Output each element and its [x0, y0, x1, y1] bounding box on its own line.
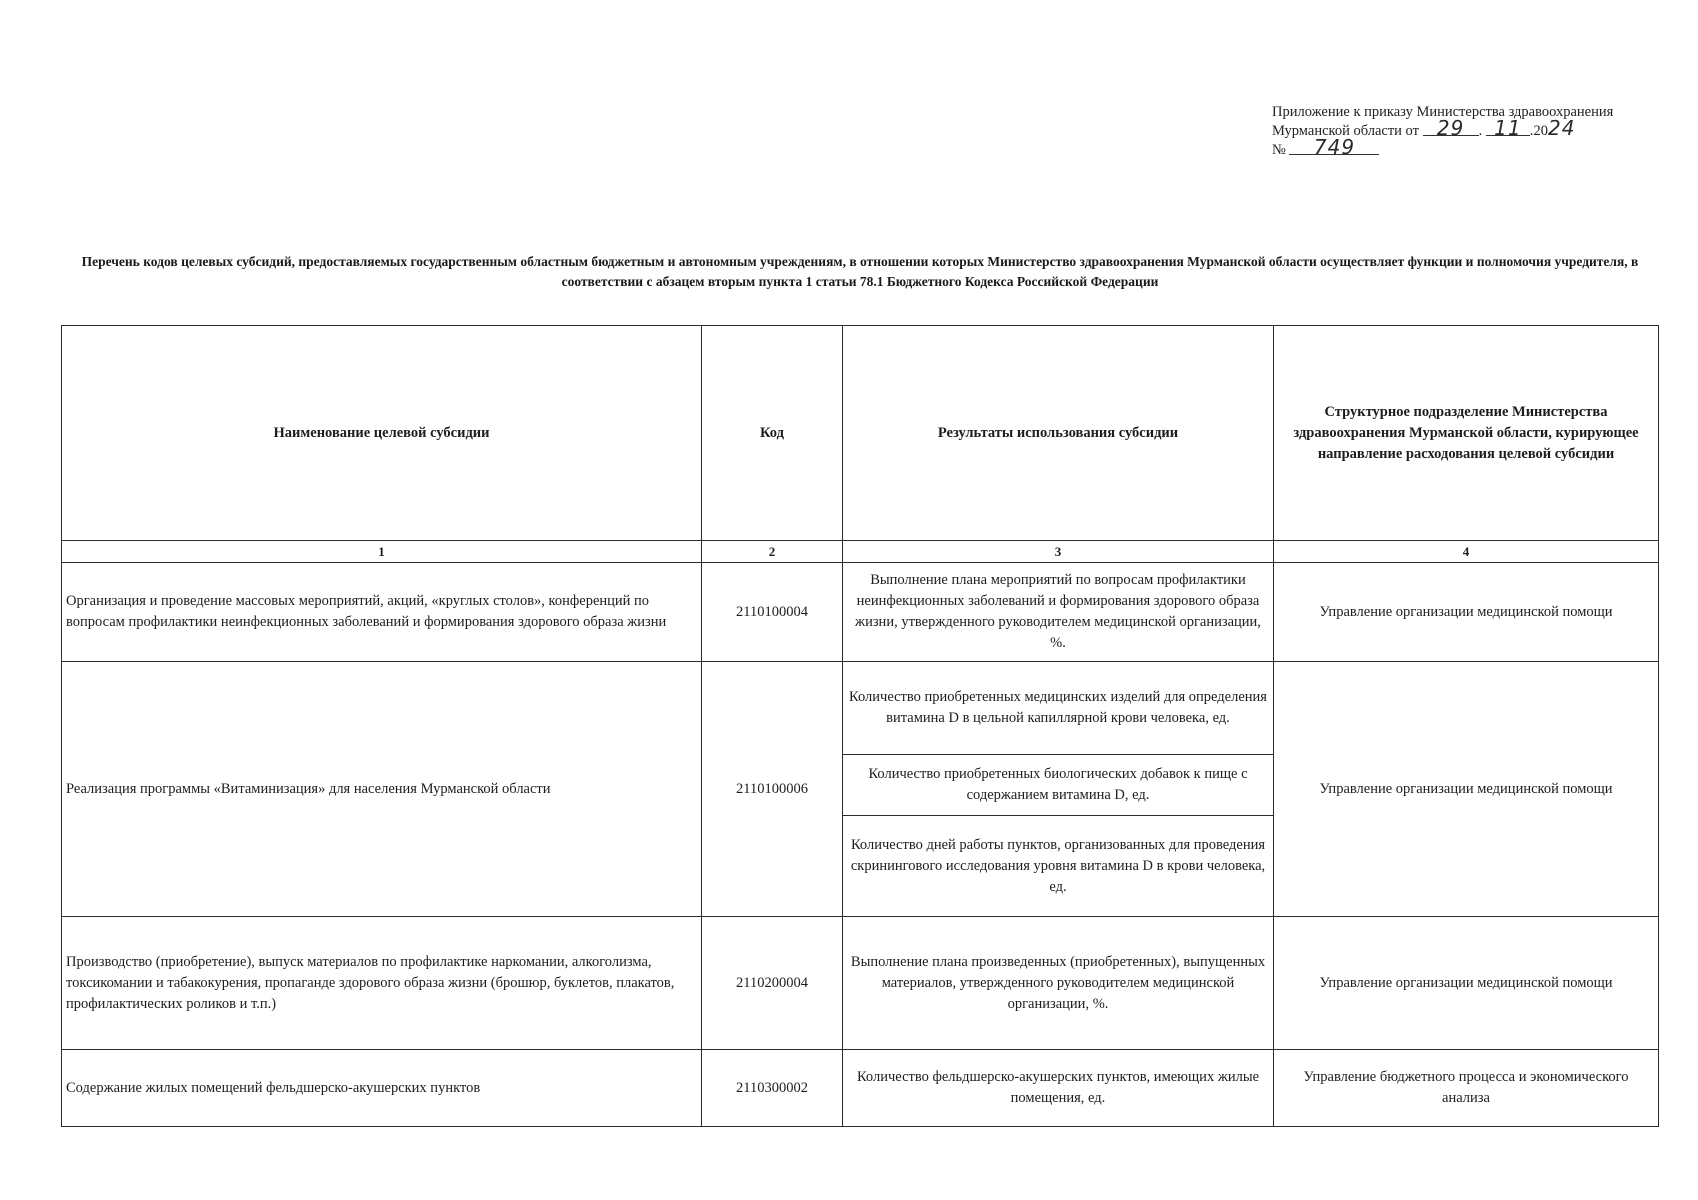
- subsidy-code: 2110100006: [702, 662, 843, 917]
- handwritten-month: 11: [1486, 121, 1530, 136]
- subsidy-name: Производство (приобретение), выпуск материалов по профилактике наркомании, алкоголизма, токсикомании и табакокурения, пропаганде здорового образа жизни (брошюр, буклетов, плакатов, профилактических роликов и т.п.): [62, 917, 702, 1050]
- header-code: Код: [702, 326, 843, 541]
- annex-year-prefix: 20: [1533, 123, 1548, 139]
- column-number: 4: [1274, 541, 1659, 563]
- subsidy-codes-table: [61, 325, 1659, 1127]
- handwritten-order-number: 749: [1289, 140, 1379, 155]
- header-results: Результаты использования субсидии: [843, 326, 1274, 541]
- table-row: [62, 917, 1659, 1050]
- responsible-department: Управление организации медицинской помощи: [1274, 917, 1659, 1050]
- subsidy-result: Выполнение плана произведенных (приобретенных), выпущенных материалов, утвержденного руководителем медицинской организации, %.: [843, 917, 1274, 1050]
- annex-note: [1272, 104, 1672, 159]
- header-department: Структурное подразделение Министерства здравоохранения Мурманской области, курирующее направление расходования целевой субсидии: [1274, 326, 1659, 541]
- responsible-department: Управление организации медицинской помощи: [1274, 563, 1659, 662]
- subsidy-name: Содержание жилых помещений фельдшерско-акушерских пунктов: [62, 1050, 702, 1127]
- subsidy-code: 2110100004: [702, 563, 843, 662]
- column-number: 3: [843, 541, 1274, 563]
- annex-date-prefix: Мурманской области от: [1272, 123, 1419, 139]
- annex-line-2: Мурманской области от 29 . 11 .2024: [1272, 116, 1576, 140]
- handwritten-day: 29: [1423, 121, 1479, 136]
- subsidy-code: 2110300002: [702, 1050, 843, 1127]
- subsidy-name: Реализация программы «Витаминизация» для населения Мурманской области: [62, 662, 702, 917]
- document-title: Перечень кодов целевых субсидий, предоставляемых государственным областным бюджетным и автономным учреждениям, в отношении которых Министерство здравоохранения Мурманской области осуществляет функции и полномочия учредителя, в соответствии с абзацем вторым пункта 1 статьи 78.1 Бюджетного Кодекса Российской Федерации: [81, 254, 1639, 289]
- table-header-row: [62, 326, 1659, 541]
- annex-line-1: Приложение к приказу Министерства здравоохранения: [1272, 104, 1614, 120]
- subsidy-result: Выполнение плана мероприятий по вопросам профилактики неинфекционных заболеваний и формирования здорового образа жизни, утвержденного руководителем медицинской организации, %.: [843, 563, 1274, 662]
- subsidy-result: Количество фельдшерско-акушерских пунктов, имеющих жилые помещения, ед.: [843, 1050, 1274, 1127]
- table-row: [62, 1050, 1659, 1127]
- header-subsidy-name: Наименование целевой субсидии: [62, 326, 702, 541]
- column-number-row: [62, 541, 1659, 563]
- subsidy-result: Количество приобретенных медицинских изделий для определения витамина D в цельной капиллярной крови человека, ед.: [843, 662, 1274, 755]
- responsible-department: Управление организации медицинской помощи: [1274, 662, 1659, 917]
- column-number: 1: [62, 541, 702, 563]
- annex-line-3: [1272, 135, 1672, 159]
- subsidy-result: Количество приобретенных биологических добавок к пище с содержанием витамина D, ед.: [843, 755, 1274, 816]
- handwritten-year: 24: [1547, 116, 1576, 140]
- annex-number-prefix: №: [1272, 142, 1286, 158]
- subsidy-name: Организация и проведение массовых мероприятий, акций, «круглых столов», конференций по вопросам профилактики неинфекционных заболеваний и формирования здорового образа жизни: [62, 563, 702, 662]
- table-row: [62, 662, 1659, 755]
- responsible-department: Управление бюджетного процесса и экономического анализа: [1274, 1050, 1659, 1127]
- column-number: 2: [702, 541, 843, 563]
- subsidy-code: 2110200004: [702, 917, 843, 1050]
- table-row: [62, 563, 1659, 662]
- subsidy-result: Количество дней работы пунктов, организованных для проведения скринингового исследования уровня витамина D в крови человека, ед.: [843, 816, 1274, 917]
